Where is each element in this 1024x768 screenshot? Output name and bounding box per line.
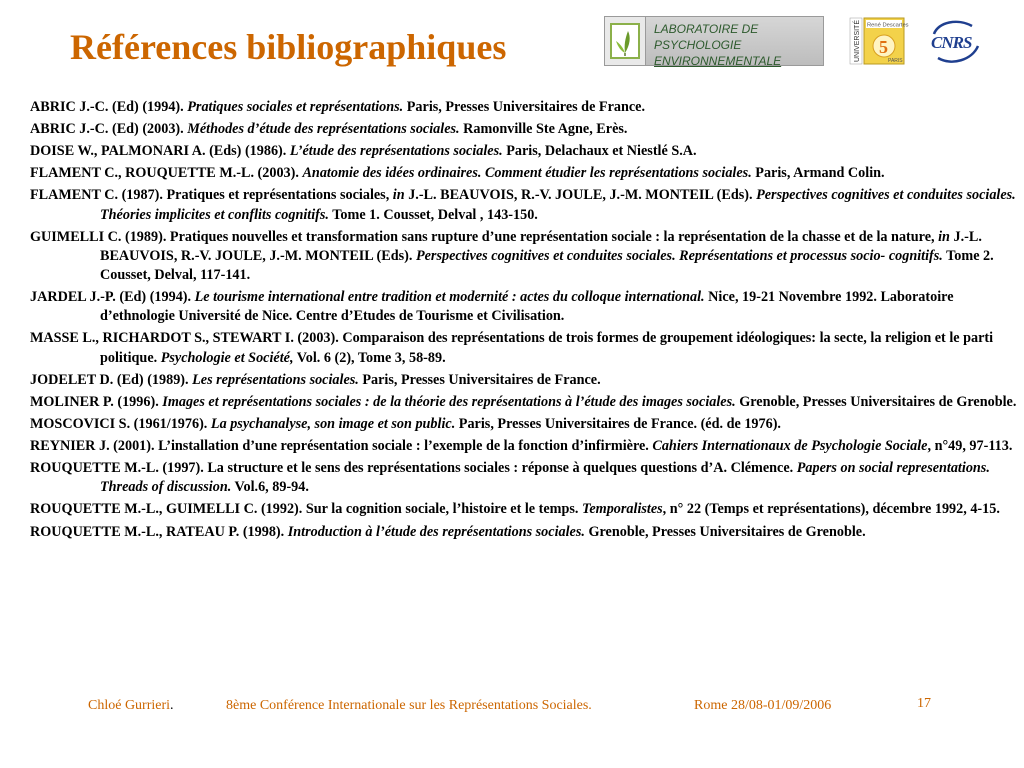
reference-text: Paris, Presses Universitaires de France. <box>403 99 646 115</box>
university-logo <box>850 18 909 64</box>
reference-entry <box>30 329 1020 367</box>
reference-title: Temporalistes <box>582 501 663 518</box>
reference-entry <box>30 371 1020 390</box>
reference-entry <box>30 459 1020 497</box>
reference-title: in <box>938 228 950 245</box>
reference-title: L’étude des représentations sociales. <box>289 143 503 160</box>
reference-text: GUIMELLI C. (1989). Pratiques nouvelles et transformation sans rupture d’une représentation sociale : la représentation de la chasse et de la nature, <box>30 228 939 245</box>
reference-title: Anatomie des idées ordinaires. Comment étudier les représentations sociales. <box>302 165 752 182</box>
reference-title: Pratiques sociales et représentations. <box>187 99 404 115</box>
reference-text: J.-L. BEAUVOIS, R.-V. JOULE, J.-M. MONTEIL (Eds). <box>404 187 757 204</box>
reference-title: Le tourisme international entre tradition et modernité : actes du colloque international. <box>194 289 705 306</box>
reference-title: Perspectives cognitives et conduites sociales. Théories implicites et conflits cognitifs. <box>100 187 1016 223</box>
reference-entry <box>30 288 1020 326</box>
reference-text: ROUQUETTE M.-L., RATEAU P. (1998). <box>30 523 288 540</box>
univ-top-text: René Descartes <box>867 22 909 29</box>
reference-text: Nice, 19-21 Novembre 1992. Laboratoire d’ethnologie Université de Nice. Centre d’Etudes de Tourisme et Civilisation. <box>100 289 954 325</box>
reference-text: Paris, Armand Colin. <box>751 165 885 182</box>
reference-text: Paris, Presses Universitaires de France. (éd. de 1976). <box>455 415 781 432</box>
reference-text: Vol. 6 (2), Tome 3, 58-89. <box>293 349 446 366</box>
reference-entry <box>30 523 1020 542</box>
univ-number: 5 <box>879 37 888 57</box>
reference-title: Méthodes d’étude des représentations sociales. <box>187 121 460 138</box>
reference-title: La psychanalyse, son image et son public. <box>210 415 456 432</box>
reference-entry <box>30 393 1020 412</box>
reference-text: J.-L. BEAUVOIS, R.-V. JOULE, J.-M. MONTEIL (Eds). <box>100 228 982 264</box>
page-title: Références bibliographiques <box>70 27 507 67</box>
reference-entry <box>30 437 1020 456</box>
reference-title: Les représentations sociales. <box>192 371 359 388</box>
reference-text: Grenoble, Presses Universitaires de Grenoble. <box>584 523 866 540</box>
reference-text: Vol.6, 89-94. <box>231 479 309 496</box>
footer-page-number: 17 <box>917 696 931 711</box>
reference-title: Papers on social representations. Threads of discussion. <box>100 460 990 496</box>
leaf-icon <box>605 17 646 65</box>
reference-title: Images et représentations sociales : de la théorie des représentations à l’étude des images sociales. <box>162 393 736 410</box>
reference-entry <box>30 164 1020 183</box>
reference-text: ABRIC J.-C. (Ed) (1994). <box>30 99 188 115</box>
reference-text: Grenoble, Presses Universitaires de Grenoble. <box>735 393 1017 410</box>
footer <box>0 698 1024 720</box>
footer-location-dates: Rome 28/08-01/09/2006 <box>694 698 832 713</box>
reference-entry <box>30 98 1020 117</box>
cnrs-text: CNRS <box>931 33 972 52</box>
reference-title: Introduction à l’étude des représentations sociales. <box>287 523 585 540</box>
reference-text: , n° 22 (Temps et représentations), décembre 1992, 4-15. <box>662 501 1000 518</box>
reference-text: JARDEL J.-P. (Ed) (1994). <box>30 289 195 306</box>
reference-text: REYNIER J. (2001). L’installation d’une représentation sociale : l’exemple de la fonction d’infirmière. <box>30 438 653 455</box>
reference-text: JODELET D. (Ed) (1989). <box>30 371 193 388</box>
cnrs-logo <box>928 14 984 66</box>
reference-text: MOSCOVICI S. (1961/1976). <box>30 415 211 432</box>
reference-entry <box>30 120 1020 139</box>
reference-text: FLAMENT C., ROUQUETTE M.-L. (2003). <box>30 165 303 182</box>
reference-title: in <box>392 187 405 204</box>
reference-title: Perspectives cognitives et conduites sociales. Représentations et processus socio- cognitifs. <box>415 247 943 264</box>
reference-text: FLAMENT C. (1987). Pratiques et représentations sociales, <box>30 187 393 204</box>
reference-title: Cahiers Internationaux de Psychologie Sociale <box>652 438 928 455</box>
reference-text: DOISE W., PALMONARI A. (Eds) (1986). <box>30 143 290 160</box>
lab-name-line2: ENVIRONNEMENTALE <box>654 54 782 68</box>
laboratory-logo <box>604 16 824 66</box>
footer-author: Chloé Gurrieri. <box>88 698 174 713</box>
reference-text: Paris, Delachaux et Niestlé S.A. <box>502 143 697 160</box>
reference-text: Paris, Presses Universitaires de France. <box>358 371 601 388</box>
reference-text: Tome 1. Cousset, Delval , 143-150. <box>328 206 538 223</box>
reference-entry <box>30 186 1020 224</box>
reference-text: , n°49, 97-113. <box>927 438 1013 455</box>
reference-title: Psychologie et Société, <box>160 349 294 366</box>
reference-entry <box>30 228 1020 286</box>
reference-text: MOLINER P. (1996). <box>30 393 163 410</box>
reference-text: ROUQUETTE M.-L. (1997). La structure et le sens des représentations sociales : réponse à quelques questions d’A. Clémence. <box>30 460 797 477</box>
references-list <box>30 98 1020 545</box>
reference-entry <box>30 415 1020 434</box>
univ-bottom-text: PARIS <box>888 58 903 64</box>
reference-text: ROUQUETTE M.-L., GUIMELLI C. (1992). Sur la cognition sociale, l’histoire et le temps. <box>30 501 582 518</box>
reference-text: Tome 2. Cousset, Delval, 117-141. <box>100 247 994 284</box>
reference-text: ABRIC J.-C. (Ed) (2003). <box>30 121 188 138</box>
reference-entry <box>30 500 1020 519</box>
lab-name-line1: LABORATOIRE DE PSYCHOLOGIE <box>654 22 759 52</box>
reference-text: Ramonville Ste Agne, Erès. <box>459 121 628 138</box>
reference-text: MASSE L., RICHARDOT S., STEWART I. (2003). Comparaison des représentations de trois formes de groupement idéologiques: la secte, la religion et le parti politique. <box>30 330 994 366</box>
footer-conference: 8ème Conférence Internationale sur les Représentations Sociales. <box>226 698 592 713</box>
univ-side-text: UNIVERSITÉ <box>854 19 861 62</box>
reference-entry <box>30 142 1020 161</box>
